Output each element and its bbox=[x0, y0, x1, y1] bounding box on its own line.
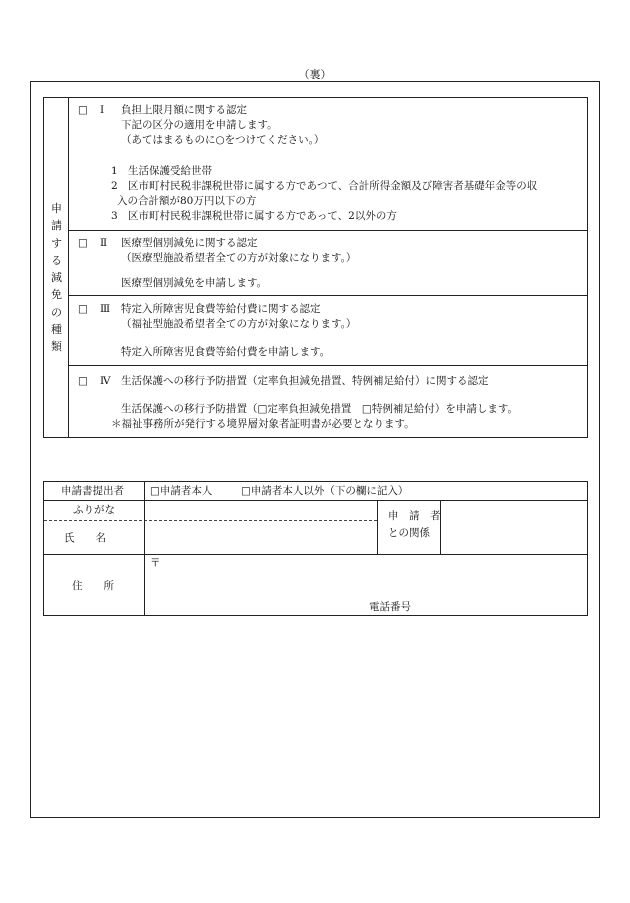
reduction-type-body bbox=[69, 98, 587, 437]
section-4-note: ＊福祉事務所が発行する境界層対象者証明書が必要となります。 bbox=[111, 418, 415, 430]
side-char: 減 bbox=[51, 271, 62, 285]
item-2-number: 2 bbox=[111, 180, 118, 192]
submitter-label: 申請書提出者 bbox=[61, 485, 124, 497]
side-label-text bbox=[44, 200, 69, 356]
item-1-number: 1 bbox=[111, 165, 118, 177]
furigana-label: ふりがな bbox=[73, 504, 115, 516]
name-label: 氏 名 bbox=[64, 532, 106, 544]
section-2-title: 医療型個別減免に関する認定 bbox=[121, 237, 258, 249]
reduction-type-side-header bbox=[44, 98, 69, 437]
section-medical-reduction bbox=[69, 231, 587, 296]
applicant-table bbox=[43, 481, 588, 616]
section-1-checkbox[interactable]: □ bbox=[78, 104, 88, 116]
section-3-line-2: 特定入所障害児食費等給付費を申請します。 bbox=[121, 346, 331, 358]
relation-label-line-2: との関係 bbox=[388, 527, 430, 539]
address-label: 住 所 bbox=[72, 580, 114, 592]
postal-mark: 〒 bbox=[150, 557, 161, 569]
side-char: 請 bbox=[51, 219, 62, 233]
section-1-line-2: （あてはまるものに○をつけてください。） bbox=[121, 134, 325, 146]
side-char: 免 bbox=[51, 288, 62, 302]
section-1-line-1: 下記の区分の適用を申請します。 bbox=[121, 119, 278, 131]
section-2-line-1: （医療型施設希望者全ての方が対象になります。） bbox=[121, 252, 357, 264]
page-side-label: （裏） bbox=[298, 68, 332, 81]
section-3-line-1: （福祉型施設希望者全ての方が対象になります。） bbox=[121, 318, 357, 330]
phone-label: 電話番号 bbox=[369, 601, 411, 613]
side-char: 種 bbox=[51, 323, 62, 337]
section-3-title: 特定入所障害児食費等給付費に関する認定 bbox=[121, 303, 321, 315]
relation-field[interactable] bbox=[441, 501, 586, 553]
section-welfare-transition bbox=[69, 366, 587, 439]
side-char: す bbox=[51, 236, 62, 250]
reduction-type-table bbox=[43, 97, 588, 438]
item-3-number: 3 bbox=[111, 210, 118, 222]
section-2-checkbox[interactable]: □ bbox=[78, 237, 88, 249]
section-1-title: 負担上限月額に関する認定 bbox=[121, 104, 247, 116]
section-4-line-1: 生活保護への移行予防措置（□定率負担減免措置 □特例補足給付）を申請します。 bbox=[121, 403, 518, 415]
section-4-numeral: Ⅳ bbox=[100, 375, 111, 387]
side-char: 申 bbox=[51, 202, 62, 215]
section-4-title: 生活保護への移行予防措置（定率負担減免措置、特例補足給付）に関する認定 bbox=[121, 375, 489, 387]
address-field[interactable] bbox=[145, 555, 586, 597]
side-char: る bbox=[51, 253, 62, 267]
item-1-text: 生活保護受給世帯 bbox=[128, 165, 212, 177]
furigana-field[interactable] bbox=[145, 501, 376, 519]
side-char: 類 bbox=[51, 340, 62, 354]
submitter-other-checkbox[interactable]: □申請者本人以外（下の欄に記入） bbox=[241, 485, 409, 497]
section-4-checkbox[interactable]: □ bbox=[78, 375, 88, 387]
side-char: の bbox=[51, 305, 62, 319]
section-3-numeral: Ⅲ bbox=[100, 303, 111, 315]
section-1-numeral: Ⅰ bbox=[100, 104, 105, 116]
item-2-text: 区市町村民税非課税世帯に属する方であつて、合計所得金額及び障害者基礎年金等の収 bbox=[128, 180, 538, 192]
section-3-checkbox[interactable]: □ bbox=[78, 303, 88, 315]
relation-label-line-1: 申 請 者 bbox=[388, 510, 441, 522]
submitter-self-checkbox[interactable]: □申請者本人 bbox=[150, 485, 213, 497]
section-meal-benefit bbox=[69, 296, 587, 366]
column-divider bbox=[377, 500, 378, 554]
name-field[interactable] bbox=[145, 521, 376, 553]
section-2-numeral: Ⅱ bbox=[100, 237, 108, 249]
section-2-line-2: 医療型個別減免を申請します。 bbox=[121, 277, 268, 289]
item-3-text: 区市町村民税非課税世帯に属する方であって、2以外の方 bbox=[128, 210, 397, 222]
item-2-continuation: 入の合計額が80万円以下の方 bbox=[117, 195, 257, 207]
section-upper-limit bbox=[69, 98, 587, 231]
